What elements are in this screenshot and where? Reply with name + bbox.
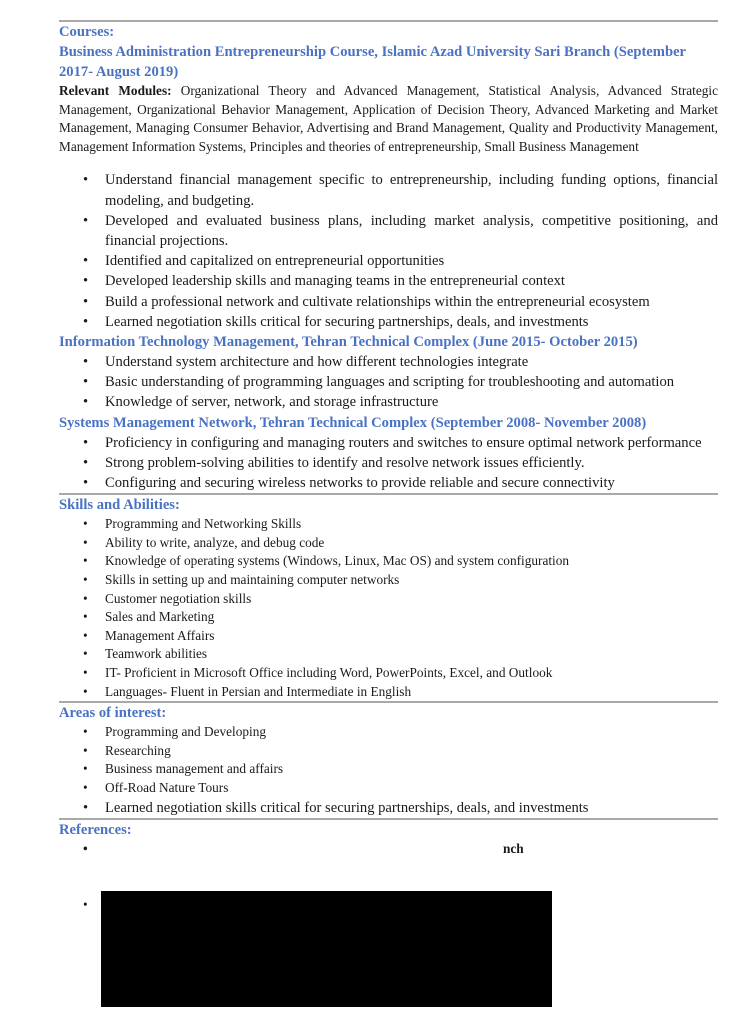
list-item: • Strong problem-solving abilities to identify and resolve network issues efficiently.	[59, 453, 718, 473]
skills-list	[59, 515, 718, 701]
list-item: • Knowledge of operating systems (Windows, Linux, Mac OS) and system configuration	[59, 552, 718, 571]
list-item: • Configuring and securing wireless networks to provide reliable and secure connectivity	[59, 473, 718, 493]
relevant-modules	[59, 82, 718, 156]
list-item: • Learned negotiation skills critical for securing partnerships, deals, and investments	[59, 312, 718, 332]
list-item: • Programming and Networking Skills	[59, 515, 718, 534]
list-item: • Business management and affairs	[59, 760, 718, 779]
list-item: • Developed leadership skills and managing teams in the entrepreneurial context	[59, 271, 718, 291]
list-item: • Knowledge of server, network, and storage infrastructure	[59, 392, 718, 412]
course-bullets	[59, 170, 718, 332]
list-item: • Researching	[59, 742, 718, 761]
resume-page	[59, 20, 718, 952]
list-item: • Developed and evaluated business plans, including market analysis, competitive positioning, and financial projections.	[59, 211, 718, 251]
list-item: • Programming and Developing	[59, 723, 718, 742]
list-item: • Skills in setting up and maintaining computer networks	[59, 571, 718, 590]
redaction-box	[101, 891, 552, 1007]
reference-visible-fragment: • nch	[503, 840, 524, 856]
interests-list	[59, 723, 718, 817]
list-item: • Customer negotiation skills	[59, 590, 718, 609]
list-item: • Learned negotiation skills critical for securing partnerships, deals, and investments	[59, 798, 718, 818]
list-item: • Build a professional network and cultivate relationships within the entrepreneurial ecosystem	[59, 292, 718, 312]
list-item: • Understand system architecture and how different technologies integrate	[59, 352, 718, 372]
list-item: • Teamwork abilities	[59, 645, 718, 664]
list-item: • Ability to write, analyze, and debug code	[59, 534, 718, 553]
course-title: Information Technology Management, Tehran Technical Complex (June 2015- October 2015)	[59, 334, 638, 350]
course-entry	[59, 332, 718, 413]
list-item: • Sales and Marketing	[59, 608, 718, 627]
interests-heading: Areas of interest:	[59, 705, 167, 722]
course-bullets	[59, 352, 718, 413]
interests-section	[59, 703, 718, 817]
courses-heading: Courses:	[59, 24, 115, 40]
modules-label: Relevant Modules:	[59, 83, 172, 98]
courses-section	[59, 22, 718, 493]
skills-heading: Skills and Abilities:	[59, 497, 180, 514]
course-title: Business Administration Entrepreneurship Course, Islamic Azad University Sari Branch (September 2017- August 2019)	[59, 44, 686, 80]
references-heading: References:	[59, 821, 132, 838]
course-entry	[59, 42, 718, 332]
list-item: • Languages- Fluent in Persian and Intermediate in English	[59, 683, 718, 702]
modules-text: Organizational Theory and Advanced Management, Statistical Analysis, Advanced Strategic Management, Organizational Behavior Management, Application of Decision Theory, Advanced Marketing and Market Management, Managing Consumer Behavior, Advertising and Brand Management, Quality and Productivity Management, Management Information Systems, Principles and theories of entrepreneurship, Small Business Management	[59, 83, 719, 154]
list-item: • IT- Proficient in Microsoft Office including Word, PowerPoints, Excel, and Outlook	[59, 664, 718, 683]
list-item: • Understand financial management specific to entrepreneurship, including funding options, financial modeling, and budgeting.	[59, 170, 718, 210]
course-bullets	[59, 433, 718, 494]
course-entry	[59, 413, 718, 494]
list-item: • Basic understanding of programming languages and scripting for troubleshooting and automation	[59, 372, 718, 392]
list-item: • Management Affairs	[59, 627, 718, 646]
skills-section	[59, 495, 718, 701]
list-item: • Identified and capitalized on entrepreneurial opportunities	[59, 251, 718, 271]
list-item: • Proficiency in configuring and managing routers and switches to ensure optimal network performance	[59, 433, 718, 453]
course-title: Systems Management Network, Tehran Technical Complex (September 2008- November 2008)	[59, 414, 647, 431]
reference-item	[59, 840, 718, 896]
list-item: • Off-Road Nature Tours	[59, 779, 718, 798]
